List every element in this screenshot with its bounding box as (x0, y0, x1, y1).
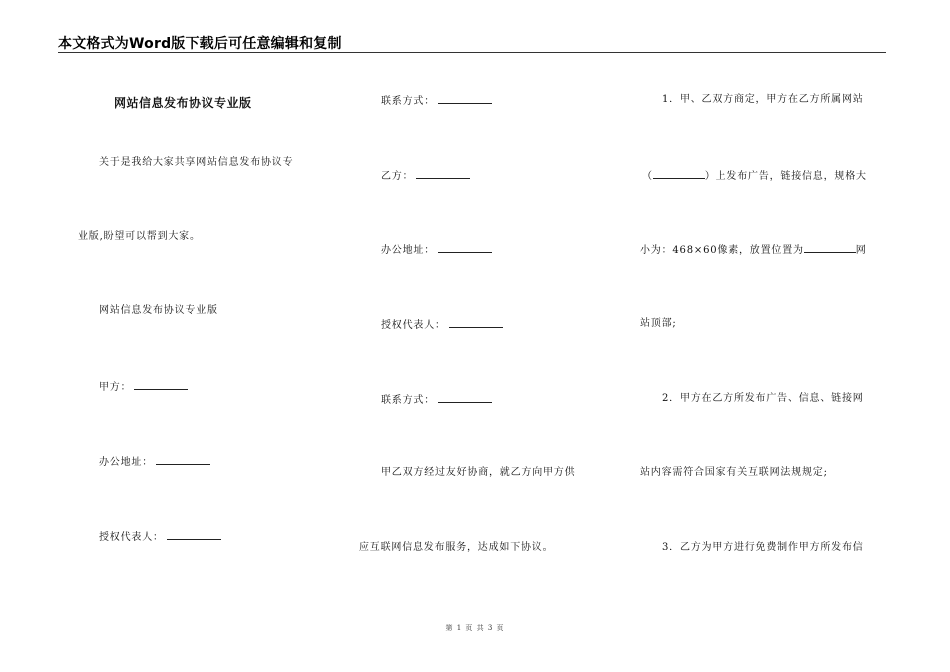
party-a-blank (134, 380, 188, 390)
authorized-rep-b-blank (449, 318, 503, 328)
party-b-field (381, 169, 470, 183)
office-address-b-field (381, 243, 492, 257)
document-banner: 本文格式为Word版下载后可任意编辑和复制 (58, 36, 342, 52)
authorized-rep-a-label: 授权代表人： (99, 532, 164, 543)
clause-1-line-2-text: ）上发布广告，链接信息，规格大 (704, 171, 867, 182)
clause-3-line-1: 3．乙方为甲方进行免费制作甲方所发布信 (662, 542, 864, 553)
party-a-field (99, 380, 188, 394)
contact-b-field (381, 393, 492, 407)
office-address-a-field (99, 455, 210, 469)
authorized-rep-a-blank (167, 530, 221, 540)
contact-b-blank (438, 393, 492, 403)
clause-1-line-1: 1．甲、乙双方商定，甲方在乙方所属网站 (662, 94, 864, 105)
clause-1-line-3-end: 网 (855, 245, 867, 256)
clause-1-line-4: 站顶部; (640, 318, 677, 329)
subtitle: 网站信息发布协议专业版 (99, 305, 218, 316)
authorized-rep-a-field (99, 530, 221, 544)
clause-2-line-2: 站内容需符合国家有关互联网法规规定; (640, 467, 828, 478)
clause-1-open-paren: （ (642, 171, 653, 182)
authorized-rep-b-field (381, 318, 503, 332)
placement-blank (804, 243, 856, 253)
agreement-line-1: 甲乙双方经过友好协商，就乙方向甲方供 (381, 467, 576, 478)
contact-a-label: 联系方式： (381, 96, 435, 107)
page-number: 第 1 页 共 3 页 (445, 624, 505, 632)
party-a-label: 甲方： (99, 382, 132, 393)
intro-line-2: 业版,盼望可以帮到大家。 (78, 231, 201, 242)
office-address-b-blank (438, 243, 492, 253)
party-b-blank (416, 169, 470, 179)
authorized-rep-b-label: 授权代表人： (381, 320, 446, 331)
header-divider (58, 52, 886, 53)
clause-1-line-3 (640, 243, 867, 257)
clause-2-line-1: 2．甲方在乙方所发布广告、信息、链接网 (662, 393, 864, 404)
clause-1-line-2 (642, 169, 867, 183)
contact-b-label: 联系方式： (381, 395, 435, 406)
clause-1-line-3-text: 小为：468×60像素，放置位置为 (640, 245, 804, 256)
office-address-a-label: 办公地址： (99, 457, 153, 468)
website-name-blank (653, 169, 705, 179)
office-address-a-blank (156, 455, 210, 465)
office-address-b-label: 办公地址： (381, 245, 435, 256)
intro-line-1: 关于是我给大家共享网站信息发布协议专 (99, 157, 294, 168)
agreement-line-2: 应互联网信息发布服务，达成如下协议。 (359, 542, 554, 553)
contact-a-field (381, 94, 492, 108)
party-b-label: 乙方： (381, 171, 414, 182)
document-title: 网站信息发布协议专业版 (114, 96, 252, 110)
contact-a-blank (438, 94, 492, 104)
